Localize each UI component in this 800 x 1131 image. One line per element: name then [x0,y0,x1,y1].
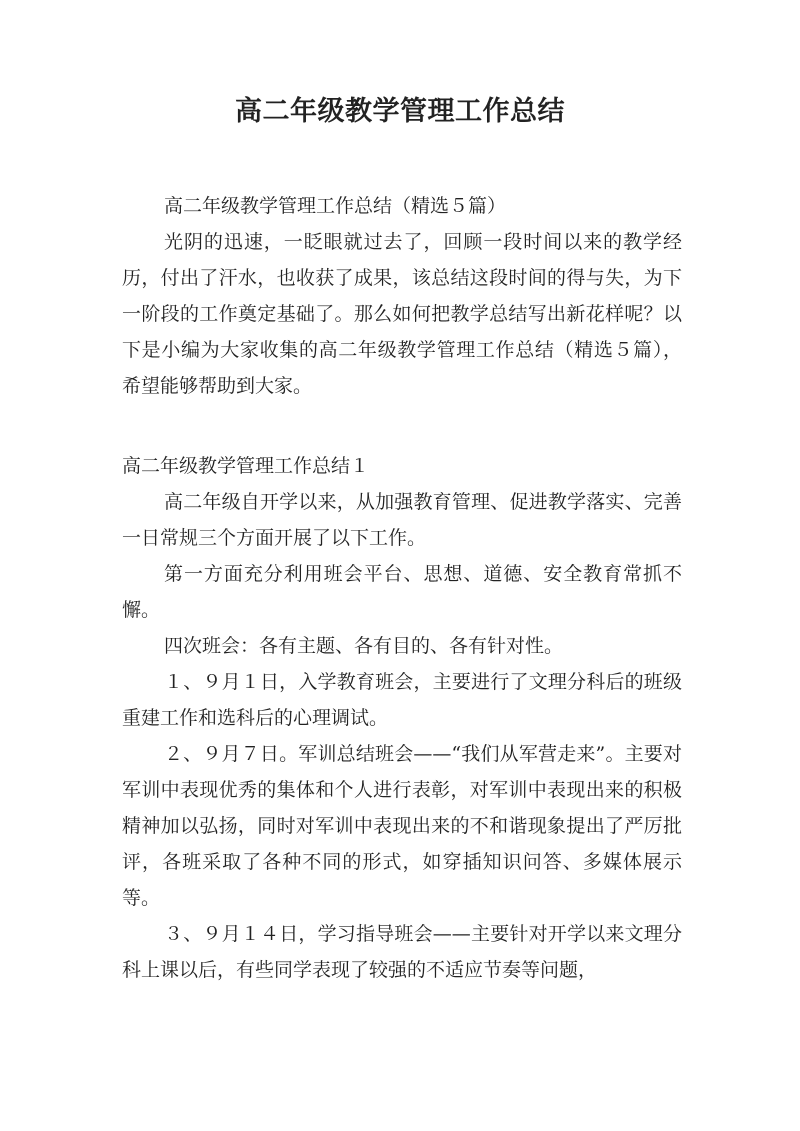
section-paragraph: ３、９月１４日，学习指导班会——主要针对开学以来文理分科上课以后，有些同学表现了较强的不适应节奏等问题， [122,923,682,981]
document-title: 高二年级教学管理工作总结 [235,96,565,127]
section-paragraph: １、９月１日，入学教育班会，主要进行了文理分科后的班级重建工作和选科后的心理调试。 [122,671,682,729]
intro-paragraph: 光阴的迅速，一眨眼就过去了，回顾一段时间以来的教学经历，付出了汗水，也收获了成果，该总结这段时间的得与失，为下一阶段的工作奠定基础了。那么如何把教学总结写出新花样呢？以下是小编为大家收集的高二年级教学管理工作总结（精选５篇），希望能够帮助到大家。 [122,231,682,397]
section-1 [122,448,682,988]
intro-block [122,188,682,404]
section-heading: 高二年级教学管理工作总结１ [122,455,370,477]
section-paragraph: 高二年级自开学以来，从加强教育管理、促进教学落实、完善一日常规三个方面开展了以下工作。 [122,491,682,549]
section-paragraph: ２、９月７日。军训总结班会——“我们从军营走来”。主要对军训中表现优秀的集体和个人进行表彰，对军训中表现出来的积极精神加以弘扬，同时对军训中表现出来的不和谐现象提出了严厉批评，各班采取了各种不同的形式，如穿插知识问答、多媒体展示等。 [122,743,682,909]
section-paragraph: 第一方面充分利用班会平台、思想、道德、安全教育常抓不懈。 [122,563,682,621]
document-subtitle: 高二年级教学管理工作总结（精选５篇） [164,195,507,217]
section-paragraph: 四次班会：各有主题、各有目的、各有针对性。 [164,635,564,657]
